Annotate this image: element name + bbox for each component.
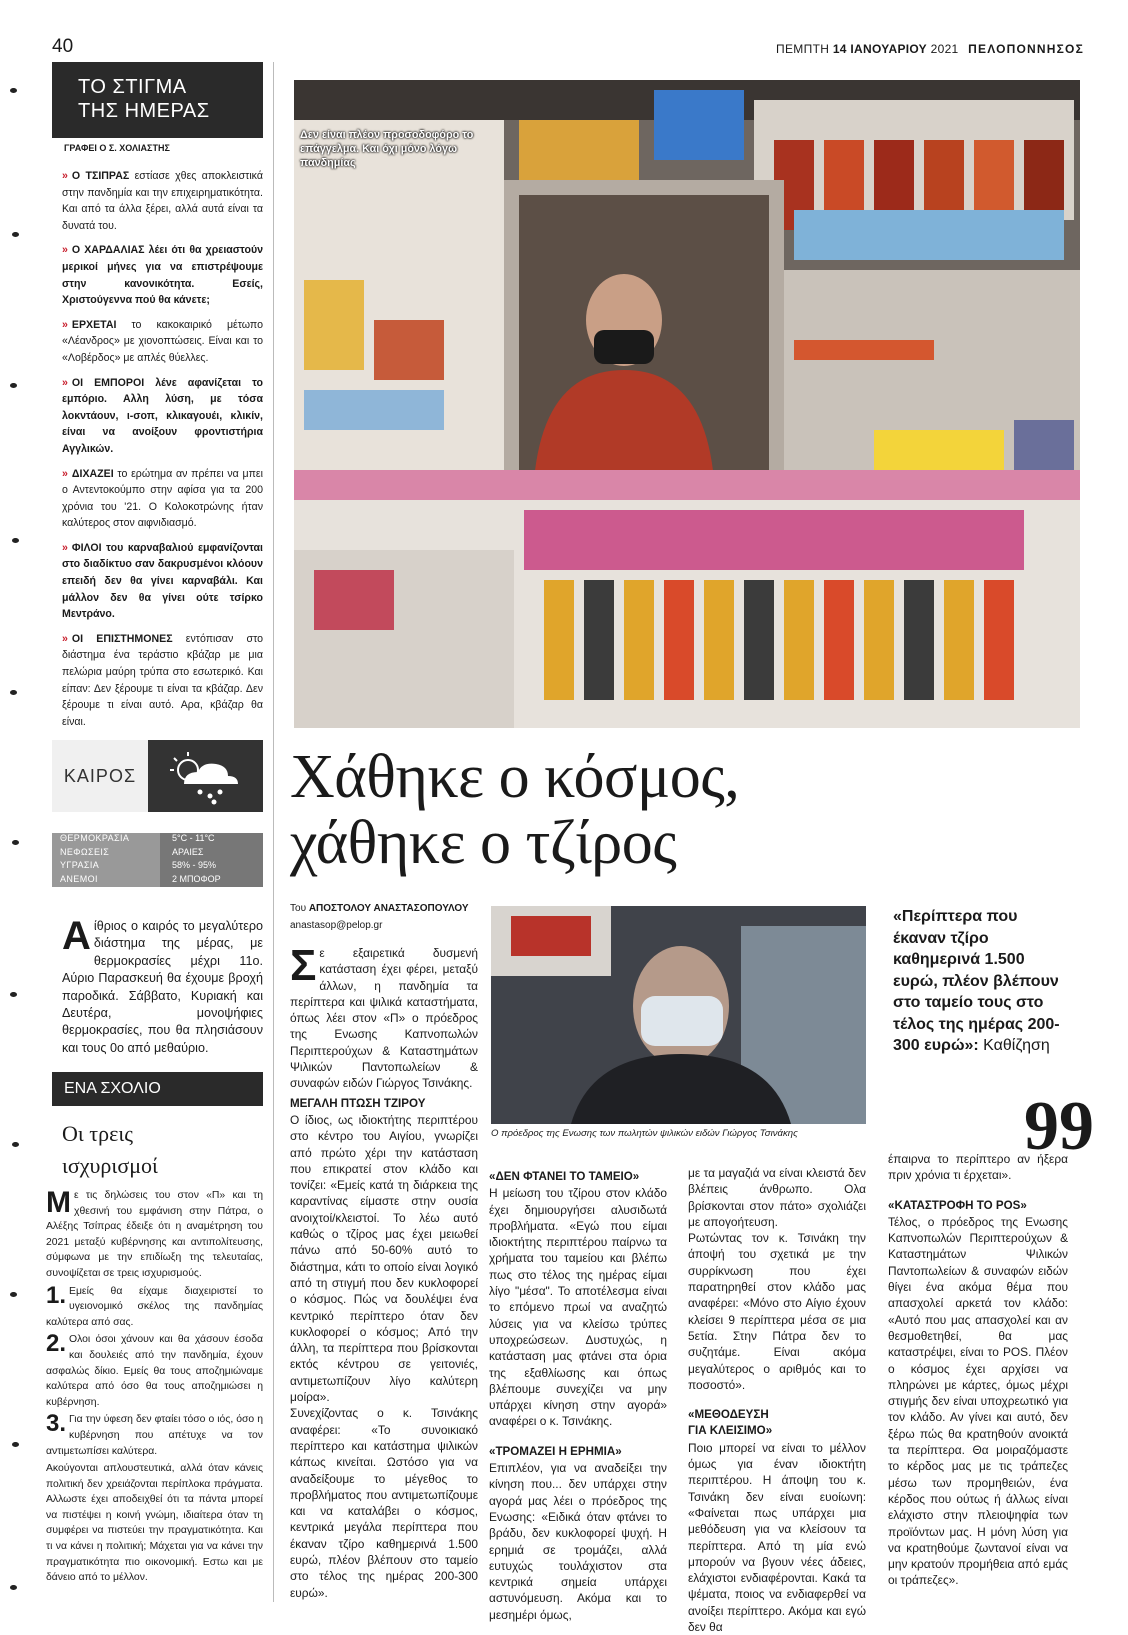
comment-title-line2: ισχυρισμοί (62, 1153, 158, 1178)
subhead: «ΚΑΤΑΣΤΡΟΦΗ ΤΟ POS» (888, 1198, 1027, 1212)
weather-label: ΚΑΙΡΟΣ (52, 740, 148, 812)
article-lead (290, 941, 478, 1092)
weather-value: 2 ΜΠΟΦΟΡ (160, 874, 263, 888)
paragraph: Ο ίδιος, ως ιδιοκτήτης περιπτέρου στο κέντρο του Αιγίου, γνωρίζει από πρώτο χέρι την κατάσταση που επικρατεί στον κλάδο και τονίζει: «Εμείς κατά τη διάρκεια της καραντίνας είμαστε στην ουσία ανοιχτοί/κλειστοί. Το λέω αυτό καθώς ο τζίρος μας έχει μειωθεί πάνω από 50-60% αυτό το διάστημα, κάτι το οποίο είναι λογικό από τη στιγμή που δεν κυκλοφορεί ο κόσμος. Πώς να δουλέψει ένα κεντρικό περίπτερο όταν δεν κυκλοφορεί ο κόσμος; Από την άλλη, τα περίπτερα που βρίσκονται εκτός κέντρου σε γειτονιές, αντιμετωπίζουν λίγο καλύτερη μοίρα». (290, 1112, 478, 1405)
article-column-2 (489, 1165, 667, 1623)
comment-title (62, 1118, 158, 1182)
kiosk-photo (294, 80, 1080, 728)
dateline-year: 2021 (930, 42, 959, 56)
paragraph: Ποιο μπορεί να είναι το μέλλον όμως για έναν ιδιοκτήτη περιπτέρου. Η άποψη του κ. Τσινάκη δεν είναι ευοίωνη: «Φαίνεται πως υπάρχει μια μεθόδευση για να κλείσουν τα περίπτερα. Από τη μία ενώ μπορούν να βγουν νέες άδειες, ελάχιστοι ενδιαφέρονται. Κακά τα ψέματα, ποιος να ενδιαφερθεί να ανοίξει περίπτερο. Ακόμα και εγώ δεν θα (688, 1440, 866, 1635)
article-lead-text: ε εξαιρετικά δυσμενή κατάσταση έχει φέρει, μεταξύ άλλων, η πανδημία τα περίπτερα και ψιλικά καταστήματα, όπως λέει στον «Π» ο πρόεδρος της Ενωσης Καπνοπωλών Περιπτερούχων & Καταστημάτων Ψιλικών Παντοπωλείων & συναφών ειδών Γιώργος Τσινάκης. (290, 946, 478, 1091)
headline (290, 744, 739, 876)
author-email[interactable]: anastasop@pelop.gr (290, 920, 383, 931)
weather-row (52, 860, 263, 874)
headline-line2: χάθηκε ο τζίρος (290, 809, 677, 877)
paragraph: Επιπλέον, για να αναδείξει την κίνηση που... δεν υπάρχει στην αγορά μας λέει ο πρόεδρος της Ενωσης: «Ειδικά όταν φτάνει το βράδυ, δεν κυκλοφορεί ψυχή. Η ερημιά σε τρομάζει, αλλά ευτυχώς τουλάχιστον στα κεντρικά σημεία υπάρχει αστυνόμευση. Ακόμα και το μεσημέρι όμως, (489, 1461, 667, 1622)
arrow-icon: » (62, 467, 68, 480)
stigma-item-keyword: ΔΙΧΑΖΕΙ (71, 467, 114, 480)
article-column-4 (888, 1151, 1068, 1589)
stigma-item (62, 168, 263, 234)
margin-dot (10, 992, 17, 997)
stigma-item-text: εστίασε χθες αποκλειστικά στην πανδημία και την επιχειρηματικότητα. Και από τα άλλα ξέρει, αλλά αυτά είναι τα δυνατά του. (62, 170, 263, 232)
margin-dot (12, 538, 19, 543)
arrow-icon: » (62, 632, 68, 645)
stigma-item-keyword: Ο ΤΣΙΠΡΑΣ (71, 170, 130, 182)
weather-key: ΝΕΦΩΣΕΙΣ (52, 847, 160, 861)
comment-point (46, 1412, 263, 1459)
stigma-item-text: του καρναβαλιού εμφανίζονται στο διαδίκτυο σαν δακρυσμένοι κλόουν επειδή δεν θα γίνει καρναβάλι. Και μάλλον δεν θα γίνει ούτε τσίρκο Μεντράνο. (62, 541, 263, 621)
comment-outro: Ακούγονται απλουστευτικά, αλλά όταν κάνεις πολιτική δεν χρειάζονται περίπλοκα πράγματα. Αλλωστε έχει αποδειχθεί ότι τα πάντα μπορεί να πιστέψει η κοινή γνώμη, ιδιαίτερα όταν τη συμφέρει να πιστεύει την πραγματικότητα. Και τι να κάνει η πολιτική; Μάχεται για να κάνει την πραγματικότητα πιο οικονομική. Εστω και με δάνειο από το μέλλον. (46, 1463, 263, 1584)
inset-caption: Ο πρόεδρος της Ενωσης των πωλητών ψιλικών ειδών Γιώργος Τσινάκης (491, 1128, 798, 1139)
stigma-item (62, 466, 263, 532)
column-divider (273, 62, 274, 1602)
weather-key: ΘΕΡΜΟΚΡΑΣΙΑ (52, 833, 160, 847)
paragraph: με τα μαγαζιά να είναι κλειστά δεν βλέπεις άνθρωπο. Ολα βρίσκονται στον πάτο» σχολιάζει με απογοήτευση. (688, 1166, 866, 1229)
comment-title-line1: Οι τρεις (62, 1121, 133, 1146)
weather-key: ΥΓΡΑΣΙΑ (52, 860, 160, 874)
weather-value: 58% - 95% (160, 860, 263, 874)
margin-dot (12, 840, 19, 845)
byline-name: ΑΠΟΣΤΟΛΟΥ ΑΝΑΣΤΑΣΟΠΟΥΛΟΥ (308, 903, 469, 914)
inset-photo (491, 906, 866, 1124)
pull-quote-text: «Περίπτερα που έκαναν τζίρο καθημερινά 1.500 ευρώ, πλέον βλέπουν στο ταμείο τους στο τέλος της ημέρας 200-300 ευρώ»: (893, 908, 1060, 1054)
stigma-title-line2: ΤΗΣ ΗΜΕΡΑΣ (78, 100, 210, 122)
point-text: Για την ύφεση δεν φταίει τόσο ο ιός, όσο η κυβέρνηση που απέτυχε να τον αντιμετωπίσει καλύτερα. (46, 1414, 263, 1457)
pull-quote (893, 906, 1073, 1057)
point-text: Ολοι όσοι χάνουν και θα χάσουν έσοδα και δουλειές από την πανδημία, έχουν ασφαλώς δίκιο. Εμείς θα τους αποζημιώναμε καλύτερα από όσο θα τους αποζημιώσει η κυβέρνηση. (46, 1334, 263, 1408)
arrow-icon: » (62, 244, 68, 257)
stigma-item-keyword: ΕΡΧΕΤΑΙ (71, 318, 117, 331)
stigma-item-text: εντόπισαν στο διάστημα ένα τεράστιο κβάζαρ με μια πελώρια μαύρη τρύπα στο εσωτερικό. Και είπαν: Δεν ξέρουμε τι είναι τα κβάζαρ. Δεν ξέρουμε τι είναι αυτό. Αρα, κβάζαρ θα είναι. (62, 632, 263, 728)
margin-dot (10, 690, 17, 695)
page-number: 40 (52, 36, 74, 57)
paragraph: Συνεχίζοντας ο κ. Τσινάκης αναφέρει: «Το συνοικιακό περίπτερο και κατάστημα ψιλικών κάπως κινείται. Ωστόσο για να αναδείξουμε το μέγεθος το προβλήματος που αντιμετωπίζουμε και να καταλάβει ο κόσμος, κεντρικά μεγάλα περίπτερα που έκαναν τζίρο καθημερινά 1.500 ευρώ, πλέον βλέπουν στο ταμείο στο τέλος της ημέρας 200-300 ευρώ». (290, 1406, 478, 1600)
stigma-item-text: λένε αφανίζεται το εμπόριο. Αλλη λύση, με τόσα λοκντάουν, ι-σοπ, κλικαγουέι, κλικίν, είναι να ανοίξουν φροντιστήρια Αγγλικών. (62, 376, 263, 455)
stigma-item-text: λέει ότι θα χρειαστούν μερικοί μήνες για να επιστρέψουμε στην κανονικότητα. Εσείς, Χριστούγεννα πού θα κάνετε; (62, 244, 264, 307)
stigma-header (52, 62, 263, 138)
comment-header: ΕΝΑ ΣΧΟΛΙΟ (52, 1072, 263, 1106)
point-text: Εμείς θα είχαμε διαχειριστεί το υγειονομικό σκέλος της πανδημίας καλύτερα από σας. (46, 1285, 263, 1328)
stigma-item-keyword: Ο ΧΑΡΔΑΛΙΑΣ (71, 244, 145, 257)
stigma-item-text: το ερώτημα αν πρέπει να μπει ο Αντεντοκούμπο στην αφίσα για τα 200 χρόνια του '21. Ο Κολοκοτρώνης ήταν καλύτερος στον αιφνιδιασμό. (62, 467, 263, 530)
stigma-byline: ΓΡΑΦΕΙ Ο Σ. ΧΟΛΙΑΣΤΗΣ (64, 143, 170, 153)
comment-point (46, 1281, 263, 1331)
arrow-icon: » (62, 170, 68, 182)
cloud-rain-sun-icon (148, 740, 263, 812)
quote-mark-icon: 99 (1024, 1088, 1094, 1165)
stigma-item (62, 242, 263, 308)
margin-dot (10, 88, 17, 93)
weather-body: ίθριος ο καιρός το μεγαλύτερο διάστημα της μέρας, με θερμοκρασίες μέχρι 11ο. Αύριο Παρασκευή θα έχουμε βροχή παροδικά. Σάββατο, Κυριακή και Δευτέρα, μονοψήφιες θερμοκρασίες, που θα πλησιάσουν και τους 0ο από μεθαύριο. (62, 919, 263, 1055)
dateline-date: 14 ΙΑΝΟΥΑΡΙΟΥ (832, 42, 927, 56)
article-column-1 (290, 941, 478, 1601)
stigma-item-text: το κακοκαιρικό μέτωπο «Λέανδρος» με χιονοπτώσεις. Είναι και το «Λοβέρδος» με απλές θύελλες. (62, 318, 263, 364)
arrow-icon: » (62, 541, 68, 554)
comment-body (46, 1188, 263, 1588)
arrow-icon: » (62, 318, 68, 331)
point-number: 2. (46, 1330, 67, 1358)
dropcap: Α (62, 914, 91, 958)
paragraph: Η μείωση του τζίρου στον κλάδο έχει δημιουργήσει αλυσιδωτά προβλήματα. «Εγώ που είμαι ιδιοκτήτης περιπτέρου παίρνω τα χρήματα του ταμείου και βλέπω πως στο τέλος της ημέρας είμαι λίγο "μέσα". Το αποτέλεσμα είναι το επόμενο πρωί να αναζητώ λύσεις για να κλείσω τρύπες υποχρεώσεων. Δυστυχώς, η κατάσταση μας φτάνει στα όρια της εξαθλίωσης και όπως βλέπουμε συνεχίζει να μην υπάρχει κίνηση στην αγορά» αναφέρει ο κ. Τσινάκης. (489, 1186, 667, 1429)
stigma-item-keyword: ΟΙ ΕΜΠΟΡΟΙ (71, 376, 145, 389)
margin-dot (12, 1142, 19, 1147)
comment-intro (46, 1188, 263, 1282)
margin-dot (10, 383, 17, 388)
article-column-3 (688, 1165, 866, 1635)
point-number: 1. (46, 1281, 67, 1309)
comment-intro-text: ε τις δηλώσεις του στον «Π» και τη χθεσινή του εμφάνιση στην Πάτρα, ο Αλέξης Τσίπρας έδειξε ότι η αναμέτρηση του 2021 μεταξύ κυβέρνησης και αντιπολίτευσης, σύμφωνα με την επιδίωξη της τελευταίας, συνοψίζεται σε τρεις ισχυρισμούς. (46, 1190, 263, 1279)
stigma-item (62, 317, 263, 367)
stigma-item (62, 375, 263, 458)
article-byline (290, 903, 469, 914)
headline-line1: Χάθηκε ο κόσμος, (290, 743, 740, 811)
subhead: ΜΕΓΑΛΗ ΠΤΩΣΗ ΤΖΙΡΟΥ (290, 1096, 426, 1110)
weather-value: 5°C - 11°C (160, 833, 263, 847)
point-number: 3. (46, 1410, 67, 1438)
weather-table (52, 833, 263, 887)
weather-row (52, 833, 263, 847)
stigma-item (62, 540, 263, 623)
dropcap: Σ (290, 941, 317, 990)
paragraph: Ρωτώντας τον κ. Τσινάκη την άποψή του σχετικά με την συρρίκνωση που έχει παρατηρηθεί στον κλάδο μας αναφέρει: «Μόνο στο Αίγιο έχουν κλείσει 9 περίπτερα μέσα σε μια 5ετία. Στην Πάτρα δεν το συζητάμε. Είναι ακόμα μεγαλύτερος ο αριθμός και το ποσοστό». (688, 1231, 866, 1392)
paper-name: ΠΕΛΟΠΟΝΝΗΣΟΣ (968, 42, 1084, 56)
weather-value: ΑΡΑΙΕΣ (160, 847, 263, 861)
subhead-line1: «ΜΕΘΟΔΕΥΣΗ (688, 1408, 769, 1422)
subhead: «ΤΡΟΜΑΖΕΙ Η ΕΡΗΜΙΑ» (489, 1444, 622, 1458)
margin-dot (12, 1442, 19, 1447)
dropcap: Μ (46, 1186, 71, 1219)
weather-row (52, 847, 263, 861)
margin-dot (10, 1585, 17, 1590)
weather-text (62, 914, 263, 1057)
stigma-item-keyword: ΦΙΛΟΙ (71, 541, 102, 554)
subhead: «ΔΕΝ ΦΤΑΝΕΙ ΤΟ ΤΑΜΕΙΟ» (489, 1170, 640, 1183)
margin-dot (12, 232, 19, 237)
subhead-line2: ΓΙΑ ΚΛΕΙΣΙΜΟ» (688, 1424, 773, 1438)
paragraph: έπαιρνα το περίπτερο αν ήξερα πριν χρόνια τι έρχεται». (888, 1152, 1068, 1183)
subhead (688, 1407, 866, 1440)
stigma-items (62, 168, 263, 738)
paragraph: Τέλος, ο πρόεδρος της Ενωσης Καπνοπωλών Περιπτερούχων & Καταστημάτων Ψιλικών Παντοπωλείων & συναφών ειδών θίγει ένα ακόμα θέμα που απασχολεί αρκετά τον κλάδο: «Αυτό που μας απασχολεί και αν θεσμοθετηθεί, θα μας καταστρέψει, είναι το POS. Πλέον ο κόσμος έχει αρχίσει να πληρώνει με κάρτες, όμως μέχρι στιγμής δεν είναι υποχρεωτικό για τον κλάδο. Αν γίνει και αυτό, δεν ξέρω πώς θα κρατηθούν ανοικτά τα περίπτερα. Θα μοιραζόμαστε το κέρδος μας με τις τράπεζες μέσω των προμηθειών, ένα κέρδος που ούτως ή άλλως είναι ελάχιστο στην πλειοψηφία των προϊόντων μας. Η μόνη λύση για να κρατηθούμε ζωντανοί είναι να μην κρατούν προμήθεια από εμάς οι τράπεζες». (888, 1214, 1068, 1588)
arrow-icon: » (62, 376, 68, 389)
dateline (776, 42, 1084, 56)
stigma-item-keyword: ΟΙ ΕΠΙΣΤΗΜΟΝΕΣ (71, 632, 173, 645)
weather-header (52, 740, 263, 812)
comment-point (46, 1332, 263, 1410)
weather-row (52, 874, 263, 888)
weather-key: ΑΝΕΜΟΙ (52, 874, 160, 888)
margin-dot (10, 1292, 17, 1297)
stigma-title-line1: ΤΟ ΣΤΙΓΜΑ (78, 76, 187, 98)
photo-caption: Δεν είναι πλέον προσοδοφόρο το επάγγελμα. Και όχι μόνο λόγω πανδημίας (300, 129, 474, 169)
dateline-day: ΠΕΜΠΤΗ (776, 42, 830, 56)
stigma-item (62, 631, 263, 731)
pull-quote-attribution: Καθίζηση (983, 1037, 1050, 1054)
byline-prefix: Του (290, 903, 307, 914)
